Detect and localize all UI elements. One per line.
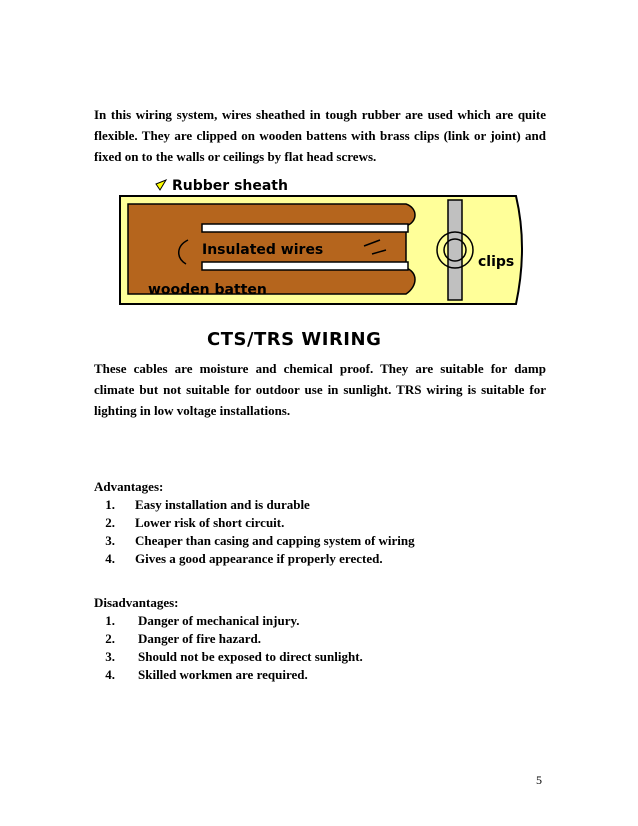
list-number: 4.: [105, 667, 115, 682]
label-clips: clips: [478, 254, 515, 270]
list-item: [94, 550, 415, 568]
intro-paragraph: In this wiring system, wires sheathed in tough rubber are used which are quite flexible. They are clipped on wooden battens with brass clips (link or joint) and fixed on to the walls or ceilings by flat head screws.: [94, 107, 546, 164]
list-text: Skilled workmen are required.: [138, 667, 308, 682]
list-text: Gives a good appearance if properly erected.: [135, 551, 383, 566]
list-number: 1.: [105, 613, 115, 628]
list-item: [94, 630, 363, 648]
list-text: Danger of mechanical injury.: [138, 613, 300, 628]
list-text: Easy installation and is durable: [135, 497, 310, 512]
list-item: [94, 532, 415, 550]
insulated-wire-bottom: [202, 262, 408, 270]
cts-trs-wiring-diagram: [118, 170, 538, 310]
list-number: 2.: [105, 515, 115, 530]
disadvantages-title: Disadvantages:: [94, 595, 179, 610]
list-item: [94, 648, 363, 666]
list-text: Danger of fire hazard.: [138, 631, 261, 646]
list-item: [94, 612, 363, 630]
list-item: [94, 666, 363, 684]
list-item: [94, 514, 415, 532]
list-number: 3.: [105, 649, 115, 664]
list-item: [94, 496, 415, 514]
list-number: 3.: [105, 533, 115, 548]
list-text: Lower risk of short circuit.: [135, 515, 285, 530]
list-number: 2.: [105, 631, 115, 646]
page-number: 5: [536, 773, 542, 787]
label-wooden-batten: wooden batten: [148, 282, 267, 298]
list-number: 1.: [105, 497, 115, 512]
advantages-title: Advantages:: [94, 479, 164, 494]
list-text: Cheaper than casing and capping system of wiring: [135, 533, 415, 548]
label-insulated-wires: Insulated wires: [202, 242, 324, 258]
insulated-wire-top: [202, 224, 408, 232]
rubber-sheath-arrow-icon: [156, 180, 166, 190]
properties-paragraph: These cables are moisture and chemical proof. They are suitable for damp climate but not suitable for outdoor use in sunlight. TRS wiring is suitable for lighting in low voltage installations.: [94, 361, 546, 418]
label-rubber-sheath: Rubber sheath: [172, 178, 288, 194]
diagram-caption: CTS/TRS WIRING: [207, 329, 382, 350]
disadvantages-section: [94, 594, 363, 684]
list-text: Should not be exposed to direct sunlight.: [138, 649, 363, 664]
list-number: 4.: [105, 551, 115, 566]
clip-strip: [448, 200, 462, 300]
advantages-section: [94, 478, 415, 568]
